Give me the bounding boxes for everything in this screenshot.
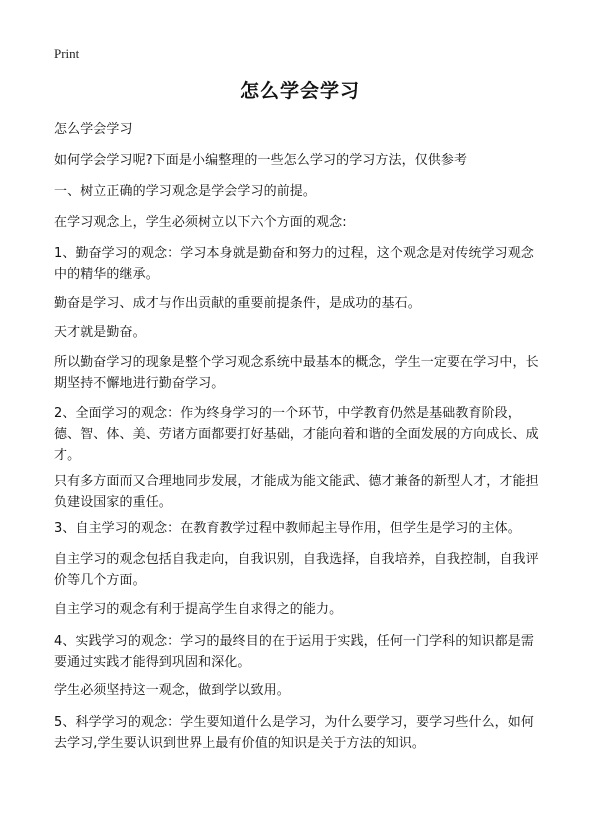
- paragraph: 3、自主学习的观念：在教育教学过程中教师起主导作用，但学生是学习的主体。: [54, 521, 521, 536]
- paragraph: 1、勤奋学习的观念：学习本身就是勤奋和努力的过程，这个观念是对传统学习观念中的精华的继承。: [54, 246, 534, 282]
- paragraph: 在学习观念上，学生必须树立以下六个方面的观念:: [54, 215, 347, 230]
- paragraph: 5、科学学习的观念：学生要知道什么是学习，为什么要学习，要学习些什么，如何去学习,学生要认识到世界上最有价值的知识是关于方法的知识。: [54, 715, 534, 751]
- paragraph: 所以勤奋学习的现象是整个学习观念系统中最基本的概念，学生一定要在学习中，长期坚持不懈地进行勤奋学习。: [54, 355, 539, 391]
- print-link[interactable]: Print: [54, 46, 80, 61]
- paragraph: 学生必须坚持这一观念，做到学以致用。: [54, 683, 290, 698]
- paragraph: 自主学习的观念有利于提高学生自求得之的能力。: [54, 602, 343, 617]
- paragraph: 4、实践学习的观念：学习的最终目的在于运用于实践，任何一门学科的知识都是需要通过实践才能得到巩固和深化。: [54, 634, 534, 670]
- paragraph: 2、全面学习的观念：作为终身学习的一个环节，中学教育仍然是基础教育阶段，德、智、体、美、劳诸方面都要打好基础，才能向着和谐的全面发展的方向成长、成才。: [54, 406, 539, 463]
- paragraph: 天才就是勤奋。: [54, 325, 146, 340]
- subtitle-paragraph: 怎么学会学习: [54, 122, 133, 137]
- paragraph: 勤奋是学习、成才与作出贡献的重要前提条件，是成功的基石。: [54, 296, 421, 311]
- intro-paragraph: 如何学会学习呢?下面是小编整理的一些怎么学习的学习方法，仅供参考: [54, 153, 468, 168]
- paragraph: 只有多方面而又合理地同步发展，才能成为能文能武、德才兼备的新型人才，才能担负建设国家的重任。: [54, 474, 539, 510]
- paragraph: 自主学习的观念包括自我走向，自我识别，自我选择，自我培养，自我控制，自我评价等几个方面。: [54, 552, 539, 588]
- section-heading: 一、树立正确的学习观念是学会学习的前提。: [54, 184, 317, 199]
- document-title: 怎么学会学习: [239, 80, 360, 102]
